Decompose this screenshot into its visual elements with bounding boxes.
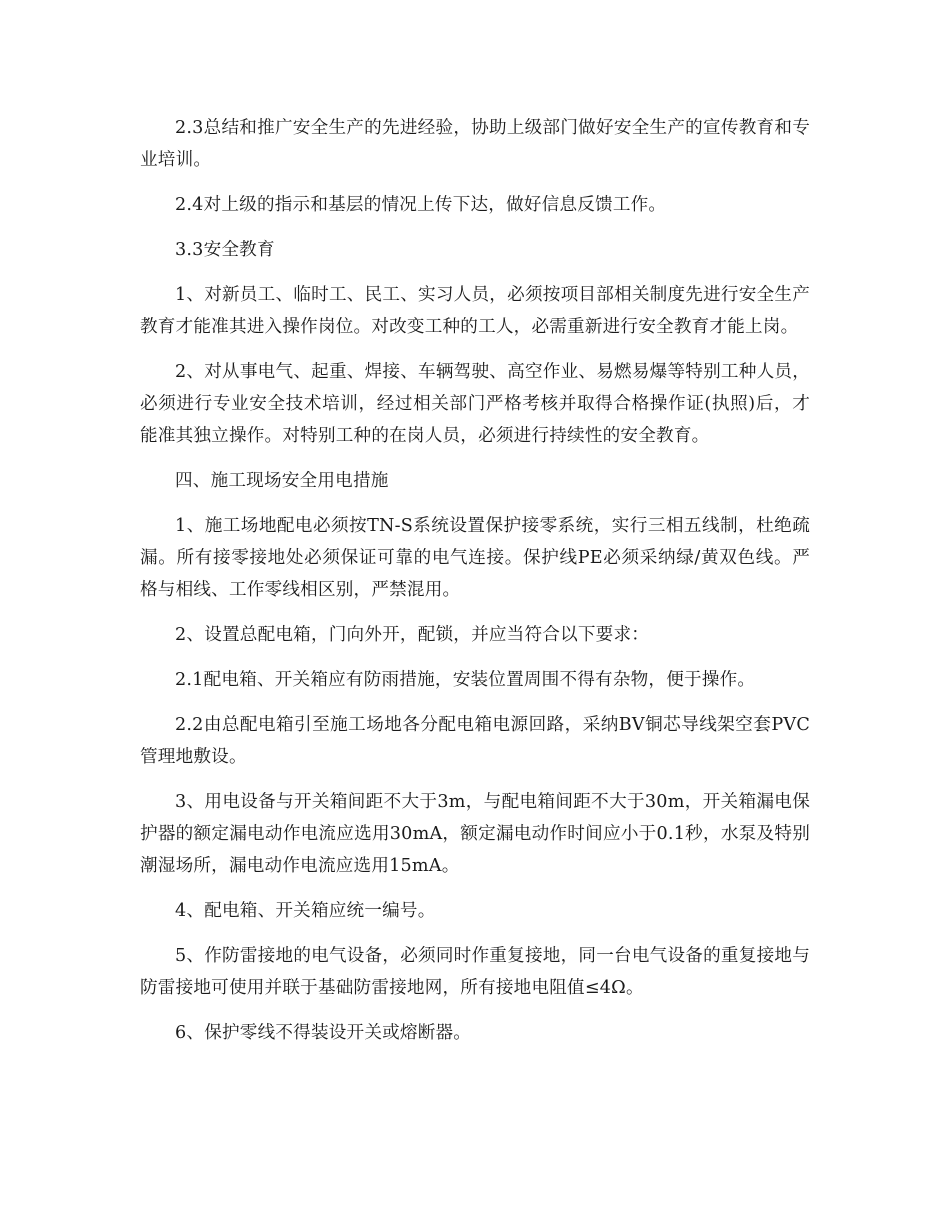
paragraph-electric-4: 4、配电箱、开关箱应统一编号。 [175,901,436,921]
paragraph-electric-2: 2、设置总配电箱，门向外开，配锁，并应当符合以下要求： [175,625,650,645]
paragraph-education-2: 2、对从事电气、起重、焊接、车辆驾驶、高空作业、易燃易爆等特别工种人员，必须进行专业安全技术培训，经过相关部门严格考核并取得合格操作证(执照)后，才能准其独立操作。对特别工种的在岗人员，必须进行持续性的安全教育。 [140,362,810,446]
paragraph-2-4: 2.4对上级的指示和基层的情况上传下达，做好信息反馈工作。 [175,195,667,215]
paragraph-electric-2-2: 2.2由总配电箱引至施工场地各分配电箱电源回路，采纳BV铜芯导线架空套PVC管理地敷设。 [140,715,810,767]
paragraph-2-3: 2.3总结和推广安全生产的先进经验，协助上级部门做好安全生产的宣传教育和专业培训。 [140,118,810,170]
section-heading-3-3: 3.3安全教育 [175,240,275,260]
paragraph-electric-1: 1、施工场地配电必须按TN-S系统设置保护接零系统，实行三相五线制，杜绝疏漏。所有接零接地处必须保证可靠的电气连接。保护线PE必须采纳绿/黄双色线。严格与相线、工作零线相区别，严禁混用。 [140,516,810,600]
document-body [140,112,810,1062]
paragraph-electric-6: 6、保护零线不得装设开关或熔断器。 [175,1023,472,1043]
paragraph-electric-2-1: 2.1配电箱、开关箱应有防雨措施，安装位置周围不得有杂物，便于操作。 [175,670,756,690]
section-heading-4: 四、施工现场安全用电措施 [175,471,389,491]
paragraph-education-1: 1、对新员工、临时工、民工、实习人员，必须按项目部相关制度先进行安全生产教育才能准其进入操作岗位。对改变工种的工人，必需重新进行安全教育才能上岗。 [140,285,810,337]
paragraph-electric-3: 3、用电设备与开关箱间距不大于3m，与配电箱间距不大于30m，开关箱漏电保护器的额定漏电动作电流应选用30mA，额定漏电动作时间应小于0.1秒，水泵及特别潮湿场所，漏电动作电流应选用15mA。 [140,792,810,876]
paragraph-electric-5: 5、作防雷接地的电气设备，必须同时作重复接地，同一台电气设备的重复接地与防雷接地可使用并联于基础防雷接地网，所有接地电阻值≤4Ω。 [140,946,810,998]
